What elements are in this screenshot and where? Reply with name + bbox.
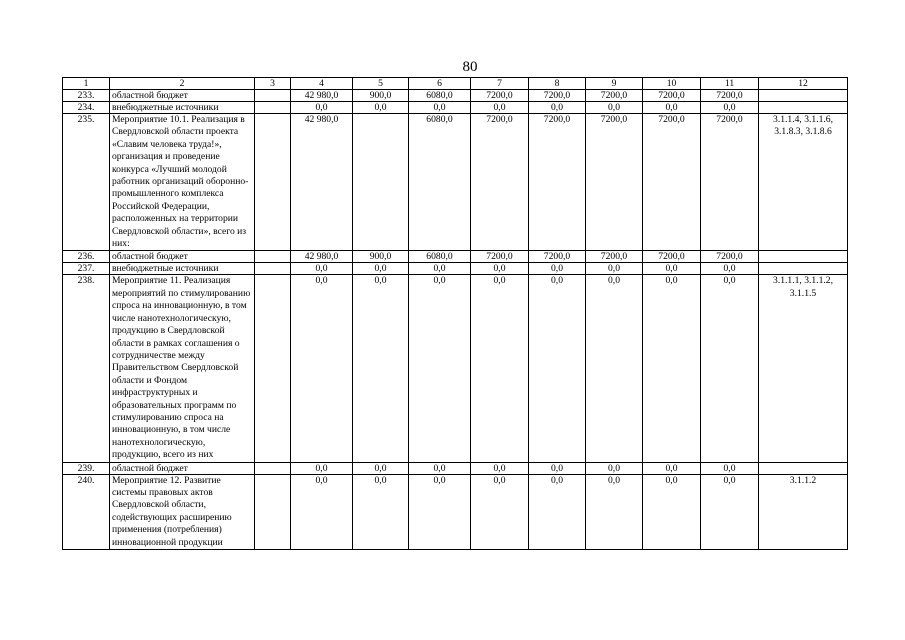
- column-header-3: 3: [255, 78, 291, 90]
- col-3: [255, 275, 291, 462]
- col-4: 0,0: [291, 462, 353, 474]
- row-number: 236.: [63, 251, 110, 263]
- row-name: Мероприятие 12. Развитие системы правовых актов Свердловской области, содействующих расширению применения (потребления) инновационной продукции: [110, 474, 255, 549]
- column-header-9: 9: [586, 78, 643, 90]
- col-9: 0,0: [586, 275, 643, 462]
- col-6: 6080,0: [409, 251, 471, 263]
- col-8: 0,0: [529, 474, 586, 549]
- row-number: 239.: [63, 462, 110, 474]
- table-body: [63, 90, 848, 550]
- col-12-refs: [759, 102, 848, 114]
- col-4: 42 980,0: [291, 90, 353, 102]
- row-number: 233.: [63, 90, 110, 102]
- col-9: 0,0: [586, 263, 643, 275]
- col-4: 42 980,0: [291, 251, 353, 263]
- table-row: [63, 462, 848, 474]
- col-7: 0,0: [471, 474, 529, 549]
- col-12-refs: [759, 263, 848, 275]
- col-7: 0,0: [471, 102, 529, 114]
- column-header-4: 4: [291, 78, 353, 90]
- row-number: 235.: [63, 114, 110, 251]
- col-3: [255, 114, 291, 251]
- col-9: 0,0: [586, 462, 643, 474]
- col-10: 7200,0: [643, 90, 701, 102]
- col-8: 7200,0: [529, 251, 586, 263]
- col-12-refs: [759, 251, 848, 263]
- col-6: 0,0: [409, 462, 471, 474]
- col-8: 0,0: [529, 102, 586, 114]
- column-header-7: 7: [471, 78, 529, 90]
- table-row: [63, 90, 848, 102]
- col-6: 6080,0: [409, 90, 471, 102]
- col-12-refs: 3.1.1.4, 3.1.1.6, 3.1.8.3, 3.1.8.6: [759, 114, 848, 251]
- col-3: [255, 251, 291, 263]
- column-header-8: 8: [529, 78, 586, 90]
- col-9: 7200,0: [586, 90, 643, 102]
- col-5: 0,0: [353, 462, 409, 474]
- col-8: 0,0: [529, 263, 586, 275]
- col-7: 7200,0: [471, 114, 529, 251]
- col-11: 0,0: [701, 474, 759, 549]
- column-header-2: 2: [110, 78, 255, 90]
- col-3: [255, 90, 291, 102]
- col-11: 7200,0: [701, 114, 759, 251]
- col-10: 7200,0: [643, 251, 701, 263]
- col-11: 7200,0: [701, 90, 759, 102]
- col-11: 0,0: [701, 462, 759, 474]
- row-name: областной бюджет: [110, 462, 255, 474]
- row-number: 238.: [63, 275, 110, 462]
- col-10: 0,0: [643, 462, 701, 474]
- col-7: 0,0: [471, 462, 529, 474]
- row-name: Мероприятие 11. Реализация мероприятий по стимулированию спроса на инновационную, в том числе нанотехнологическую, продукцию в Свердловской области в рамках соглашения о сотрудничестве между Правительством Свердловской области и Фондом инфраструктурных и образовательных программ по стимулированию спроса на инновационную, в том числе нанотехнологическую, продукцию, всего из них: [110, 275, 255, 462]
- col-3: [255, 462, 291, 474]
- table-row: [63, 114, 848, 251]
- header-row: [63, 78, 848, 90]
- col-11: 7200,0: [701, 251, 759, 263]
- col-6: 6080,0: [409, 114, 471, 251]
- col-7: 0,0: [471, 263, 529, 275]
- col-4: 0,0: [291, 102, 353, 114]
- col-8: 7200,0: [529, 114, 586, 251]
- col-8: 7200,0: [529, 90, 586, 102]
- table-row: [63, 251, 848, 263]
- col-9: 0,0: [586, 102, 643, 114]
- col-5: 0,0: [353, 102, 409, 114]
- col-10: 0,0: [643, 275, 701, 462]
- col-6: 0,0: [409, 263, 471, 275]
- col-4: 0,0: [291, 275, 353, 462]
- col-6: 0,0: [409, 102, 471, 114]
- col-11: 0,0: [701, 275, 759, 462]
- col-12-refs: [759, 462, 848, 474]
- col-5: 0,0: [353, 474, 409, 549]
- col-10: 0,0: [643, 263, 701, 275]
- table-row: [63, 102, 848, 114]
- col-4: 0,0: [291, 474, 353, 549]
- col-4: 42 980,0: [291, 114, 353, 251]
- row-name: Мероприятие 10.1. Реализация в Свердловской области проекта «Славим человека труда!», организация и проведение конкурса «Лучший молодой работник организаций оборонно-промышленного комплекса Российской Федерации, расположенных на территории Свердловской области», всего из них:: [110, 114, 255, 251]
- col-7: 0,0: [471, 275, 529, 462]
- col-11: 0,0: [701, 102, 759, 114]
- col-10: 0,0: [643, 102, 701, 114]
- column-header-5: 5: [353, 78, 409, 90]
- table-row: [63, 263, 848, 275]
- col-7: 7200,0: [471, 90, 529, 102]
- col-9: 7200,0: [586, 251, 643, 263]
- row-number: 240.: [63, 474, 110, 549]
- row-name: областной бюджет: [110, 251, 255, 263]
- table-row: [63, 275, 848, 462]
- col-4: 0,0: [291, 263, 353, 275]
- row-name: областной бюджет: [110, 90, 255, 102]
- table-row: [63, 474, 848, 549]
- column-header-10: 10: [643, 78, 701, 90]
- col-5: [353, 114, 409, 251]
- col-6: 0,0: [409, 474, 471, 549]
- col-8: 0,0: [529, 275, 586, 462]
- col-11: 0,0: [701, 263, 759, 275]
- col-12-refs: [759, 90, 848, 102]
- col-9: 0,0: [586, 474, 643, 549]
- col-10: 0,0: [643, 474, 701, 549]
- col-6: 0,0: [409, 275, 471, 462]
- column-header-12: 12: [759, 78, 848, 90]
- row-name: внебюджетные источники: [110, 102, 255, 114]
- col-12-refs: 3.1.1.2: [759, 474, 848, 549]
- col-5: 900,0: [353, 90, 409, 102]
- column-header-6: 6: [409, 78, 471, 90]
- row-number: 237.: [63, 263, 110, 275]
- col-5: 0,0: [353, 263, 409, 275]
- row-number: 234.: [63, 102, 110, 114]
- col-8: 0,0: [529, 462, 586, 474]
- col-5: 0,0: [353, 275, 409, 462]
- budget-table: [62, 77, 848, 550]
- column-header-1: 1: [63, 78, 110, 90]
- col-7: 7200,0: [471, 251, 529, 263]
- col-3: [255, 102, 291, 114]
- page-number: 80: [462, 59, 478, 75]
- col-9: 7200,0: [586, 114, 643, 251]
- col-5: 900,0: [353, 251, 409, 263]
- col-3: [255, 474, 291, 549]
- col-12-refs: 3.1.1.1, 3.1.1.2, 3.1.1.5: [759, 275, 848, 462]
- col-10: 7200,0: [643, 114, 701, 251]
- row-name: внебюджетные источники: [110, 263, 255, 275]
- col-3: [255, 263, 291, 275]
- column-header-11: 11: [701, 78, 759, 90]
